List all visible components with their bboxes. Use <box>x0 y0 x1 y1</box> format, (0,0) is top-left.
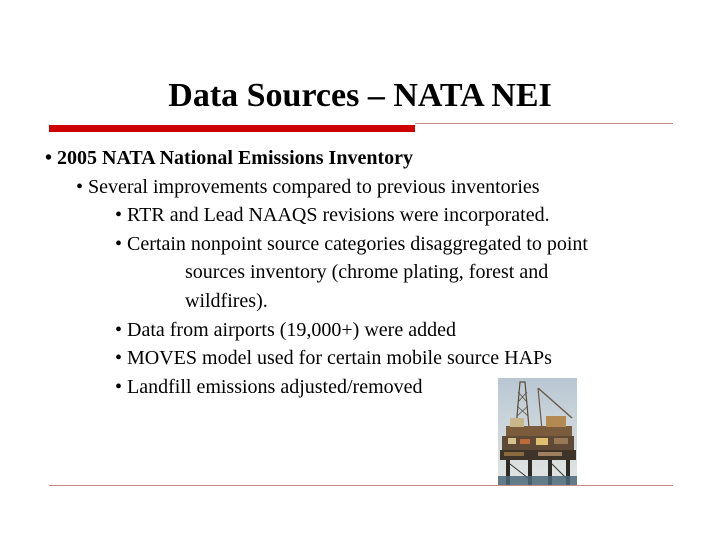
bullet-level-3 <box>115 203 550 227</box>
offshore-platform-photo <box>498 378 577 486</box>
bullet-text: 2005 NATA National Emissions Inventory <box>57 147 413 169</box>
bullet-marker: • <box>115 376 123 398</box>
bullet-level-2 <box>76 175 540 199</box>
bullet-text: Data from airports (19,000+) were added <box>127 319 456 341</box>
bullet-continuation: wildfires). <box>185 290 268 312</box>
bullet-marker: • <box>115 347 123 369</box>
bullet-marker: • <box>76 176 84 198</box>
bullet-level-3 <box>115 318 456 342</box>
bullet-marker: • <box>45 147 53 169</box>
bullet-text: Landfill emissions adjusted/removed <box>127 376 423 398</box>
bullet-marker: • <box>115 233 123 255</box>
slide-title: Data Sources – NATA NEI <box>168 77 552 114</box>
bullet-level-1 <box>45 146 413 170</box>
footer-rule <box>49 485 673 486</box>
bullet-text: RTR and Lead NAAQS revisions were incorporated. <box>127 204 550 226</box>
bullet-text: Several improvements compared to previous inventories <box>88 176 540 198</box>
bullet-level-3 <box>115 232 588 256</box>
bullet-text: Certain nonpoint source categories disaggregated to point <box>127 233 588 255</box>
bullet-level-3 <box>115 346 552 370</box>
bullet-marker: • <box>115 319 123 341</box>
bullet-text: MOVES model used for certain mobile source HAPs <box>127 347 552 369</box>
bullet-continuation: sources inventory (chrome plating, forest and <box>185 261 549 283</box>
bullet-marker: • <box>115 204 123 226</box>
bullet-level-3 <box>115 375 423 399</box>
